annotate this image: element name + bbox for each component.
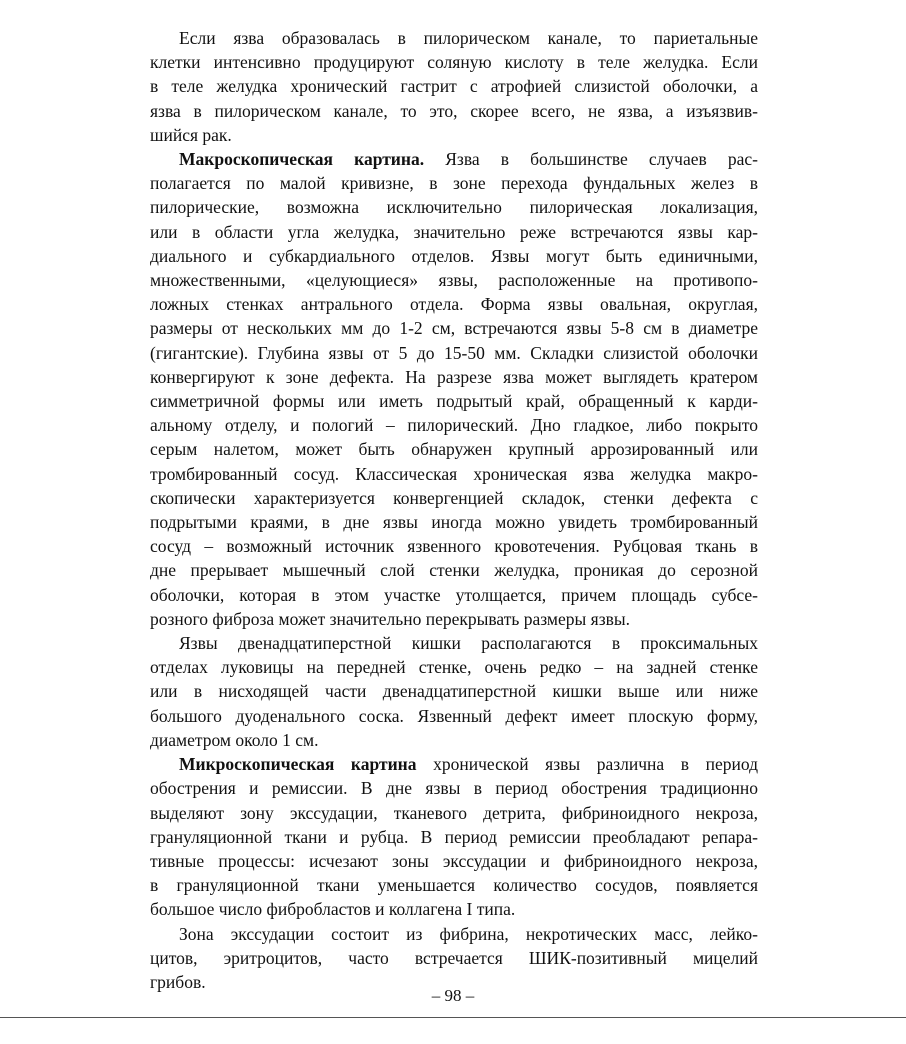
text-line — [150, 510, 758, 534]
text-line — [150, 825, 758, 849]
text-line — [150, 849, 758, 873]
line-text: Язвы двенадцатиперстной кишки располагаются в проксимальных — [179, 633, 758, 654]
text-line — [150, 171, 758, 195]
section-heading: Микроскопическая картина — [179, 754, 417, 775]
page-number: – 98 – — [431, 986, 475, 1005]
text-line — [150, 558, 758, 582]
line-text: розного фиброза может значительно перекрывать размеры язвы. — [150, 608, 631, 629]
text-line — [150, 801, 758, 825]
text-line — [150, 74, 758, 98]
text-line — [150, 99, 758, 123]
paragraph — [150, 752, 758, 921]
line-text: подрытыми краями, в дне язвы иногда можно увидеть тромбированный — [150, 512, 758, 533]
line-text: обострения и ремиссии. В дне язвы в период обострения традиционно — [150, 778, 758, 799]
line-text: конвергируют к зоне дефекта. На разрезе язва может выглядеть кратером — [150, 366, 758, 387]
text-line — [150, 365, 758, 389]
line-text: в грануляционной ткани уменьшается количество сосудов, появляется — [150, 875, 758, 896]
line-text: грануляционной ткани и рубца. В период ремиссии преобладают репара- — [150, 826, 758, 847]
line-text: большое число фибробластов и коллагена I типа. — [150, 899, 516, 920]
line-text: выделяют зону экссудации, тканевого детрита, фибриноидного некроза, — [150, 802, 758, 823]
text-line — [150, 776, 758, 800]
line-text: размеры от нескольких мм до 1-2 см, встречаются язвы 5-8 см в диаметре — [150, 318, 758, 339]
line-text: клетки интенсивно продуцируют соляную кислоту в теле желудка. Если — [150, 52, 758, 73]
text-line — [150, 462, 758, 486]
line-text: множественными, «целующиеся» язвы, расположенные на противопо- — [150, 270, 758, 291]
text-line — [150, 752, 758, 776]
text-line — [150, 583, 758, 607]
line-text: скопически характеризуется конвергенцией складок, стенки дефекта с — [150, 487, 758, 508]
line-text: Если язва образовалась в пилорическом канале, то париетальные — [179, 28, 758, 48]
text-line — [150, 728, 758, 752]
line-text: большого дуоденального соска. Язвенный дефект имеет плоскую форму, — [150, 705, 758, 726]
text-line — [150, 292, 758, 316]
text-line — [150, 922, 758, 946]
line-text: серым налетом, может быть обнаружен крупный аррозированный или — [150, 439, 758, 460]
text-line — [150, 631, 758, 655]
line-text: в теле желудка хронический гастрит с атрофией слизистой оболочки, а — [150, 76, 758, 97]
paragraph — [150, 147, 758, 631]
line-text: или в области угла желудка, значительно реже встречаются язвы кар- — [150, 221, 758, 242]
text-line — [150, 268, 758, 292]
text-line — [150, 607, 758, 631]
text-column — [150, 26, 758, 994]
page-body — [150, 26, 758, 994]
line-text: Зона экссудации состоит из фибрина, некротических масс, лейко- — [179, 923, 758, 944]
line-text: пилорические, возможна исключительно пилорическая локализация, — [150, 197, 758, 218]
line-text: диального и субкардиального отделов. Язвы могут быть единичными, — [150, 245, 758, 266]
text-line — [150, 534, 758, 558]
text-line — [150, 220, 758, 244]
text-line — [150, 244, 758, 268]
text-line — [150, 873, 758, 897]
text-line — [150, 316, 758, 340]
text-line — [150, 389, 758, 413]
text-line — [150, 946, 758, 970]
line-text: дне прерывает мышечный слой стенки желудка, проникая до серозной — [150, 560, 758, 581]
text-line — [150, 123, 758, 147]
section-heading: Макроскопическая картина. — [179, 149, 425, 170]
line-text: грибов. — [150, 971, 206, 992]
text-line — [150, 147, 758, 171]
paragraph — [150, 922, 758, 995]
text-line — [150, 195, 758, 219]
line-text: язва в пилорическом канале, то это, скорее всего, не язва, а изъязвив- — [150, 100, 758, 121]
text-line — [150, 50, 758, 74]
bottom-divider — [0, 1017, 906, 1018]
line-text: альному отделу, и пологий – пилорический. Дно гладкое, либо покрыто — [150, 415, 758, 436]
line-text: полагается по малой кривизне, в зоне перехода фундальных желез в — [150, 173, 758, 194]
text-line — [150, 486, 758, 510]
line-text: симметричной формы или иметь подрытый край, обращенный к карди- — [150, 391, 758, 412]
line-text: шийся рак. — [150, 124, 232, 145]
text-line — [150, 704, 758, 728]
text-line — [150, 437, 758, 461]
line-text: оболочки, которая в этом участке утолщается, причем площадь субсе- — [150, 584, 758, 605]
text-line — [150, 341, 758, 365]
paragraph — [150, 26, 758, 147]
text-line — [150, 679, 758, 703]
line-text: тивные процессы: исчезают зоны экссудации и фибриноидного некроза, — [150, 850, 758, 871]
line-text: диаметром около 1 см. — [150, 729, 319, 750]
line-text: Язва в большинстве случаев рас- — [424, 149, 759, 170]
paragraph — [150, 631, 758, 752]
line-text: цитов, эритроцитов, часто встречается ШИК-позитивный мицелий — [150, 947, 758, 968]
text-line — [150, 655, 758, 679]
line-text: (гигантские). Глубина язвы от 5 до 15-50 мм. Складки слизистой оболочки — [150, 342, 758, 363]
line-text: сосуд – возможный источник язвенного кровотечения. Рубцовая ткань в — [150, 536, 758, 557]
text-line — [150, 897, 758, 921]
line-text: тромбированный сосуд. Классическая хроническая язва желудка макро- — [150, 463, 758, 484]
line-text: ложных стенках антрального отдела. Форма язвы овальная, округлая, — [150, 294, 758, 315]
line-text: хронической язвы различна в период — [416, 754, 758, 775]
line-text: отделах луковицы на передней стенке, очень редко – на задней стенке — [150, 657, 758, 678]
line-text: или в нисходящей части двенадцатиперстной кишки выше или ниже — [150, 681, 758, 702]
text-line — [150, 26, 758, 50]
text-line — [150, 413, 758, 437]
